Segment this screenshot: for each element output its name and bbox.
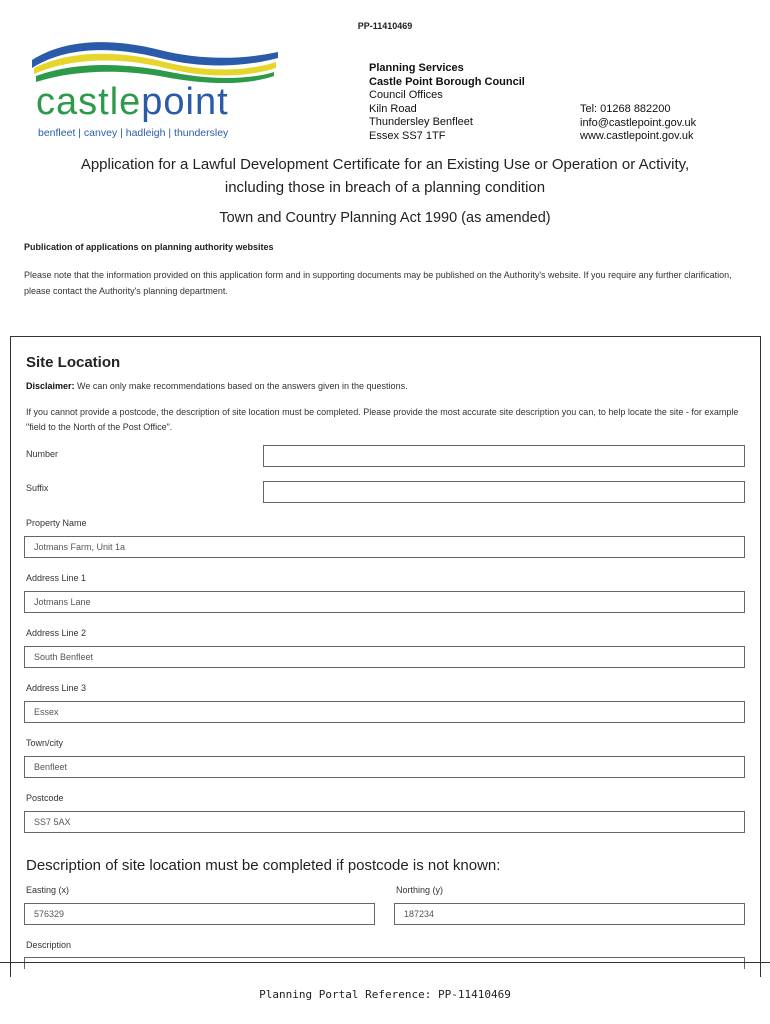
logo-wordmark: castlepoint bbox=[36, 81, 229, 123]
form-act: Town and Country Planning Act 1990 (as amended) bbox=[219, 210, 551, 226]
address-line: Thundersley Benfleet bbox=[369, 116, 473, 128]
address-line: Essex SS7 1TF bbox=[369, 129, 446, 142]
publication-heading: Publication of applications on planning authority websites bbox=[24, 242, 274, 252]
number-label: Number bbox=[26, 449, 59, 459]
publication-text: Please note that the information provided on this application form and in supporting documents may be published on the Authority's website. If you require any further clarification, please contact the Authority's planning department. bbox=[24, 270, 732, 296]
contact-web: www.castlepoint.gov.uk bbox=[580, 130, 694, 142]
northing-label: Northing (y) bbox=[396, 885, 444, 895]
address-line2-field[interactable]: South Benfleet bbox=[24, 646, 745, 668]
postcode-field[interactable]: SS7 5AX bbox=[24, 811, 745, 833]
address-line2-label: Address Line 2 bbox=[26, 628, 87, 638]
logo-tagline: benfleet | canvey | hadleigh | thundersley bbox=[38, 127, 229, 139]
castlepoint-logo bbox=[30, 38, 280, 146]
property-name-label: Property Name bbox=[26, 518, 87, 528]
council-contact bbox=[580, 103, 696, 144]
address-line1-field[interactable]: Jotmans Lane bbox=[24, 591, 745, 613]
page-reference: PP-11410469 bbox=[357, 21, 413, 31]
address-line: Kiln Road bbox=[369, 102, 417, 115]
wave-graphic-icon bbox=[30, 38, 280, 86]
address-line1-label: Address Line 1 bbox=[26, 573, 87, 583]
council-address bbox=[369, 62, 525, 143]
address-line: Castle Point Borough Council bbox=[369, 75, 525, 88]
postcode-info: If you cannot provide a postcode, the description of site location must be completed. Please provide the most accurate site description you can, to help locate the site - for example "field to the North of the Post Office". bbox=[26, 407, 739, 432]
property-name-field[interactable]: Jotmans Farm, Unit 1a bbox=[24, 536, 745, 558]
description-field[interactable] bbox=[24, 957, 745, 969]
description-heading: Description of site location must be completed if postcode is not known: bbox=[26, 857, 501, 874]
address-line3-label: Address Line 3 bbox=[26, 683, 87, 693]
address-line: Council Offices bbox=[369, 89, 443, 101]
town-label: Town/city bbox=[26, 738, 64, 748]
section-title: Site Location bbox=[26, 354, 121, 371]
contact-email: info@castlepoint.gov.uk bbox=[580, 116, 697, 129]
description-label: Description bbox=[26, 940, 72, 950]
site-location-section bbox=[10, 336, 761, 977]
suffix-field[interactable] bbox=[263, 481, 745, 503]
disclaimer: Disclaimer: We can only make recommendations based on the answers given in the questions. bbox=[26, 381, 408, 391]
number-field[interactable] bbox=[263, 445, 745, 467]
easting-field[interactable]: 576329 bbox=[24, 903, 375, 925]
postcode-label: Postcode bbox=[26, 793, 64, 803]
form-title: Application for a Lawful Development Certificate for an Existing Use or Operation or Activity, including those in breach of a planning condition bbox=[80, 156, 690, 196]
address-line3-field[interactable]: Essex bbox=[24, 701, 745, 723]
northing-field[interactable]: 187234 bbox=[394, 903, 745, 925]
page-break-line bbox=[0, 962, 770, 963]
easting-label: Easting (x) bbox=[26, 885, 70, 895]
address-line: Planning Services bbox=[369, 62, 464, 74]
footer-reference: Planning Portal Reference: PP-11410469 bbox=[259, 988, 511, 1001]
suffix-label: Suffix bbox=[26, 483, 49, 493]
contact-tel: Tel: 01268 882200 bbox=[580, 103, 671, 115]
town-field[interactable]: Benfleet bbox=[24, 756, 745, 778]
